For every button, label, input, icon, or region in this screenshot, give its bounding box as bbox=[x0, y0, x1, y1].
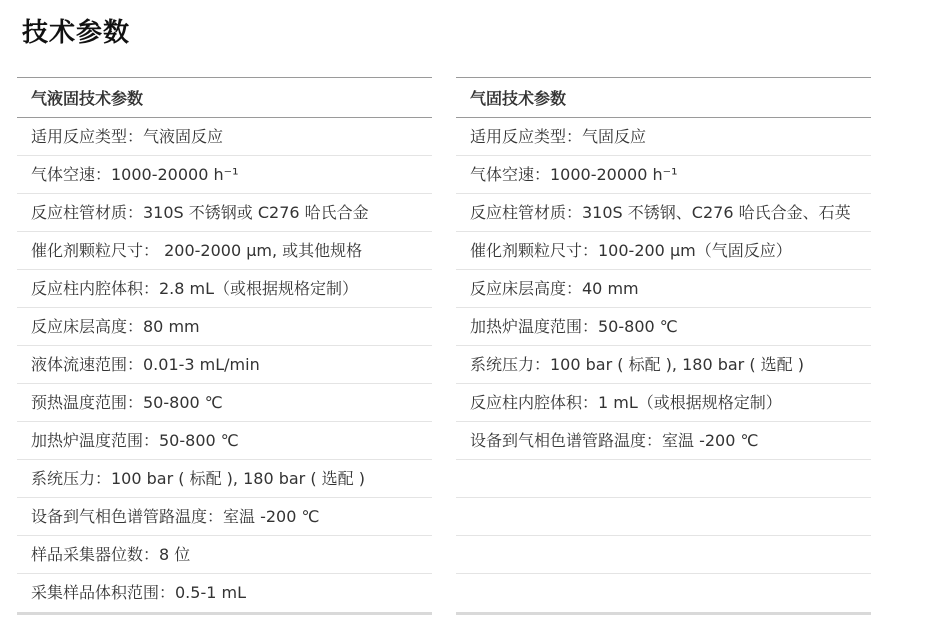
spec-row: 反应柱内腔体积：2.8 mL（或根据规格定制） bbox=[17, 270, 432, 308]
spec-row: 样品采集器位数：8 位 bbox=[17, 536, 432, 574]
spec-row: 液体流速范围：0.01-3 mL/min bbox=[17, 346, 432, 384]
spec-row: 催化剂颗粒尺寸： 200-2000 μm, 或其他规格 bbox=[17, 232, 432, 270]
spec-row: 反应柱管材质：310S 不锈钢、C276 哈氏合金、石英 bbox=[456, 194, 871, 232]
spec-row: 设备到气相色谱管路温度：室温 -200 ℃ bbox=[17, 498, 432, 536]
spec-row-empty bbox=[456, 574, 871, 612]
spec-row: 适用反应类型：气液固反应 bbox=[17, 118, 432, 156]
table-heading: 气固技术参数 bbox=[456, 78, 871, 118]
spec-row: 适用反应类型：气固反应 bbox=[456, 118, 871, 156]
spec-row: 设备到气相色谱管路温度：室温 -200 ℃ bbox=[456, 422, 871, 460]
spec-row-empty bbox=[456, 460, 871, 498]
spec-row-empty bbox=[456, 498, 871, 536]
spec-row: 采集样品体积范围：0.5-1 mL bbox=[31, 583, 246, 602]
gas-liquid-solid-spec-table bbox=[17, 77, 432, 615]
spec-row: 气体空速：1000-20000 h⁻¹ bbox=[17, 156, 432, 194]
spec-row-list bbox=[456, 118, 871, 612]
spec-row: 预热温度范围：50-800 ℃ bbox=[17, 384, 432, 422]
spec-row: 反应柱管材质：310S 不锈钢或 C276 哈氏合金 bbox=[17, 194, 432, 232]
spec-row: 反应床层高度：40 mm bbox=[456, 270, 871, 308]
page-title: 技术参数 bbox=[22, 18, 131, 48]
table-heading: 气液固技术参数 bbox=[17, 78, 432, 118]
spec-row: 气体空速：1000-20000 h⁻¹ bbox=[456, 156, 871, 194]
spec-row: 加热炉温度范围：50-800 ℃ bbox=[456, 308, 871, 346]
spec-row-list bbox=[17, 118, 432, 612]
gas-solid-spec-table bbox=[456, 77, 871, 615]
spec-row: 催化剂颗粒尺寸：100-200 μm（气固反应） bbox=[456, 232, 871, 270]
spec-row-empty bbox=[456, 536, 871, 574]
spec-row: 反应柱内腔体积：1 mL（或根据规格定制） bbox=[456, 384, 871, 422]
spec-row: 系统压力：100 bar ( 标配 ), 180 bar ( 选配 ) bbox=[17, 460, 432, 498]
spec-row: 加热炉温度范围：50-800 ℃ bbox=[17, 422, 432, 460]
spec-row: 系统压力：100 bar ( 标配 ), 180 bar ( 选配 ) bbox=[456, 346, 871, 384]
spec-row: 反应床层高度：80 mm bbox=[17, 308, 432, 346]
